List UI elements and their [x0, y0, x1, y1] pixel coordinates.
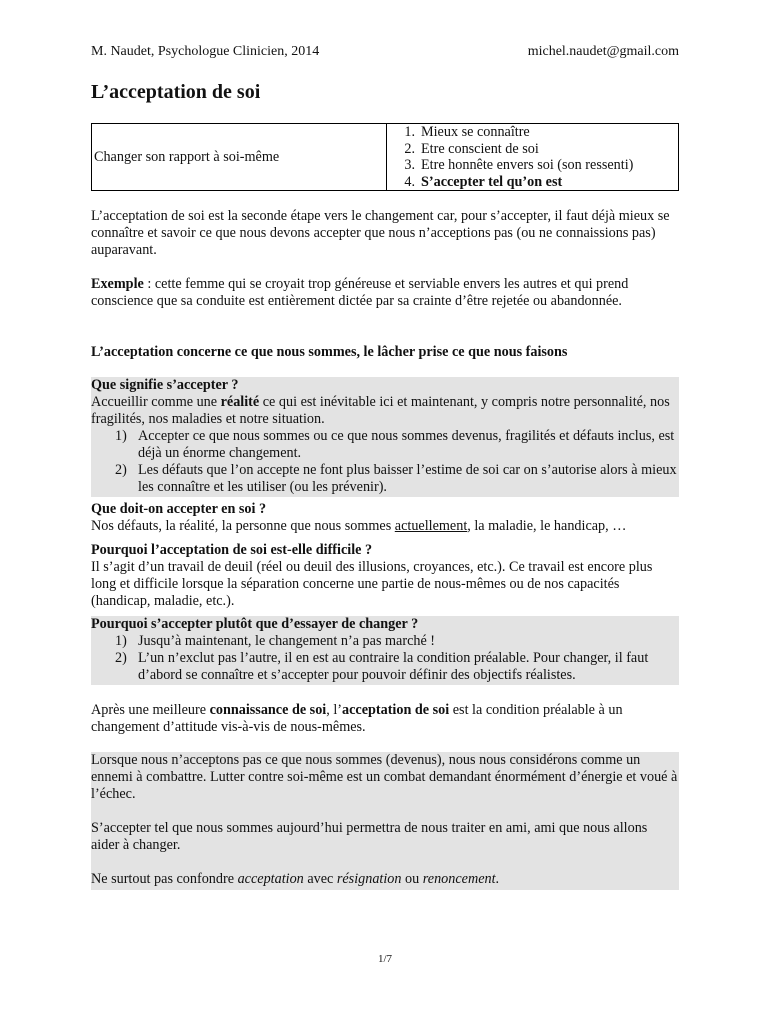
list-item — [91, 462, 679, 496]
header-email: michel.naudet@gmail.com — [527, 44, 679, 59]
conclusion-paragraph — [91, 702, 679, 736]
step-text: Mieux se connaître — [421, 124, 530, 140]
body-part: Nos défauts, la réalité, la personne que nous sommes — [91, 518, 395, 534]
step-number: 3. — [404, 157, 415, 173]
step-item — [391, 141, 678, 158]
item-number: 2) — [115, 462, 127, 478]
section-title: Que doit-on accepter en soi ? — [91, 501, 267, 517]
closing-p2: S’accepter tel que nous sommes aujourd’hui permettra de nous traiter en ami, ami que nous allons aider à changer. — [91, 820, 648, 853]
body-part: , la maladie, le handicap, … — [467, 518, 627, 534]
list-item — [91, 650, 679, 684]
text-italic: résignation — [336, 871, 402, 887]
text-part: Ne surtout pas confondre — [91, 871, 238, 887]
body-part: ce qui est inévitable ici et maintenant, y compris notre personnalité, nos fragilités, nos maladies et notre situation. — [91, 394, 670, 427]
step-item — [391, 174, 678, 191]
item-number: 1) — [115, 428, 127, 444]
section-pourquoi-accepter — [91, 616, 679, 685]
section-body — [91, 394, 679, 428]
closing-p3 — [91, 871, 679, 888]
text-bold: acceptation de soi — [342, 702, 450, 718]
header-author: M. Naudet, Psychologue Clinicien, 2014 — [91, 44, 320, 59]
body-bold: réalité — [220, 394, 260, 410]
closing-box — [91, 752, 679, 890]
text-italic: acceptation — [237, 871, 304, 887]
step-item — [391, 124, 678, 141]
text-part: . — [495, 871, 500, 887]
summary-right-cell — [387, 124, 679, 191]
intro-paragraph — [91, 208, 679, 259]
list-item — [91, 633, 679, 650]
example-text — [91, 276, 679, 310]
step-number: 1. — [404, 124, 415, 140]
principle-statement: L’acceptation concerne ce que nous sommes, le lâcher prise ce que nous faisons — [91, 344, 568, 360]
section-title: Pourquoi l’acceptation de soi est-elle difficile ? — [91, 542, 373, 558]
example-body: : cette femme qui se croyait trop généreuse et serviable envers les autres et qui prend conscience que sa conduite est entièrement dictée par sa crainte d’être rejetée ou abandonnée. — [91, 276, 629, 309]
item-number: 2) — [115, 650, 127, 666]
example-label: Exemple — [91, 276, 144, 292]
text-part: , l’ — [326, 702, 343, 718]
text-italic: renoncement — [422, 871, 496, 887]
steps-list — [387, 124, 678, 190]
step-text: Etre conscient de soi — [421, 140, 539, 157]
item-text: Accepter ce que nous sommes ou ce que nous sommes devenus, fragilités et défauts inclus, est déjà un énorme changement. — [138, 428, 675, 461]
section-pourquoi-difficile — [91, 542, 679, 610]
body-underline: actuellement — [394, 518, 468, 534]
step-text: S’accepter tel qu’on est — [421, 173, 563, 190]
example-paragraph — [91, 276, 679, 310]
intro-text: L’acceptation de soi est la seconde étape vers le changement car, pour s’accepter, il faut déjà mieux se connaître et savoir ce que nous devons accepter que nous n’acceptions pas (ou ne connaissions pas) auparavant. — [91, 208, 670, 258]
section-list — [91, 633, 679, 684]
text-part: est la condition préalable à un changement d’attitude vis-à-vis de nous-mêmes. — [91, 702, 623, 735]
section-que-signifie — [91, 377, 679, 497]
item-text: Jusqu’à maintenant, le changement n’a pas marché ! — [138, 633, 436, 649]
summary-table — [91, 123, 679, 191]
text-part: ou — [401, 871, 423, 887]
step-text: Etre honnête envers soi (son ressenti) — [421, 157, 634, 173]
page-header — [91, 43, 679, 60]
item-text: L’un n’exclut pas l’autre, il en est au contraire la condition préalable. Pour changer, il faut d’abord se connaître et s’accepter pour pouvoir définir des objectifs réalistes. — [138, 650, 649, 683]
text-part: avec — [303, 871, 337, 887]
step-number: 4. — [404, 173, 415, 190]
text-bold: connaissance de soi — [209, 702, 327, 718]
page-title: L’acceptation de soi — [91, 81, 261, 103]
body-part: Accueillir comme une — [91, 394, 221, 410]
list-item — [91, 428, 679, 462]
closing-p1: Lorsque nous n’acceptons pas ce que nous sommes (devenus), nous nous considérons comme un ennemi à combattre. Lutter contre soi-même est un combat demandant énormément d’énergie et voué à l’échec. — [91, 752, 678, 802]
step-number: 2. — [404, 140, 415, 157]
section-title: Pourquoi s’accepter plutôt que d’essayer de changer ? — [91, 616, 419, 632]
item-number: 1) — [115, 633, 127, 649]
summary-left-cell: Changer son rapport à soi-même — [92, 124, 387, 191]
conclusion-text — [91, 702, 679, 736]
section-title: Que signifie s’accepter ? — [91, 377, 239, 393]
section-que-doit-on — [91, 501, 679, 535]
page-number: 1/7 — [377, 953, 393, 965]
step-item — [391, 157, 678, 174]
section-list — [91, 428, 679, 496]
section-body — [91, 518, 679, 535]
section-body: Il s’agit d’un travail de deuil (réel ou deuil des illusions, croyances, etc.). Ce travail est encore plus long et difficile lorsque la séparation concerne une partie de nous-mêmes ou de nos capacités (handicap, maladie, etc.). — [91, 559, 653, 609]
item-text: Les défauts que l’on accepte ne font plus baisser l’estime de soi car on s’autorise alors à mieux les connaître et les utiliser (ou les prévenir). — [138, 462, 677, 495]
text-part: Après une meilleure — [91, 702, 210, 718]
